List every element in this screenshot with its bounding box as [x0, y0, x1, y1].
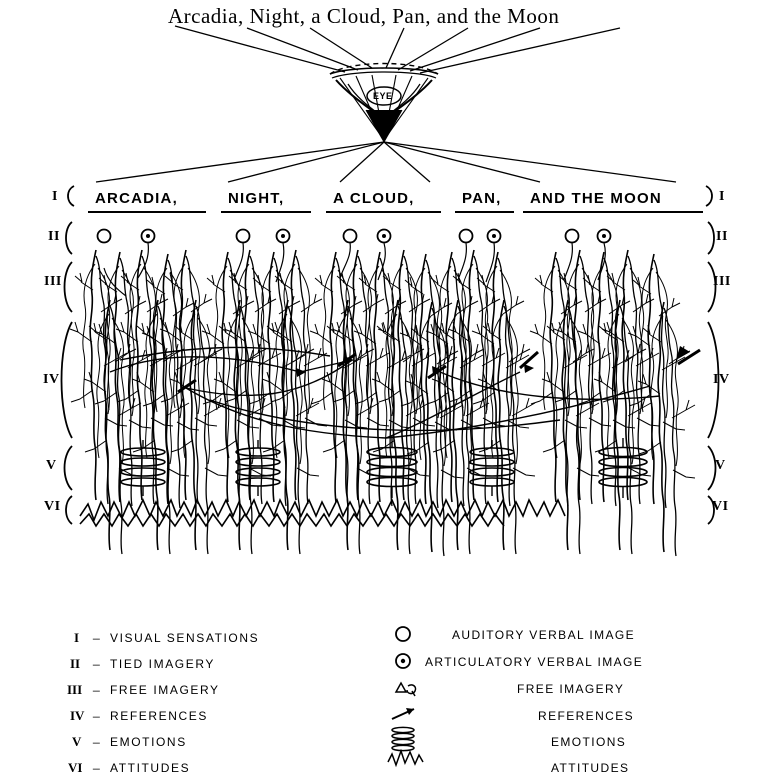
legend-right-label-auditory: AUDITORY VERBAL IMAGE: [452, 628, 636, 642]
level-right-iii: III: [713, 274, 731, 289]
eye-label: EYE: [373, 91, 393, 101]
eye-diagram: [330, 64, 438, 143]
attitude-baseline: [80, 500, 565, 526]
level-left-vi: VI: [44, 499, 61, 514]
title-leader-lines: [175, 26, 620, 73]
level-left-iv: IV: [43, 372, 60, 387]
phrase-night[interactable]: NIGHT,: [228, 190, 285, 207]
legend-right-label-attitudes: ATTITUDES: [551, 761, 630, 775]
legend-left-label-4: REFERENCES: [110, 709, 209, 723]
level-right-iv: IV: [713, 372, 730, 387]
legend-left-dash-1: _: [93, 626, 102, 640]
phrase-arcadia[interactable]: ARCADIA,: [95, 190, 178, 207]
level-left-ii: II: [48, 229, 60, 244]
legend-left-label-5: EMOTIONS: [110, 735, 187, 749]
level-right-ii: II: [716, 229, 728, 244]
figure-title: Arcadia, Night, a Cloud, Pan, and the Moon: [168, 4, 560, 28]
legend-left-numeral-3: III: [67, 682, 83, 697]
phrase-a-cloud[interactable]: A CLOUD,: [333, 190, 415, 207]
legend-left-dash-4: _: [93, 704, 102, 718]
level-left-i: I: [52, 189, 58, 204]
left-level-brackets: [62, 186, 75, 524]
neural-columns: [70, 230, 695, 557]
level-right-i: I: [719, 189, 725, 204]
arrow-icon: [392, 708, 414, 719]
circle-dot-icon: [396, 654, 410, 668]
legend-left-numeral-6: VI: [68, 760, 83, 775]
legend-left-numeral-4: IV: [70, 708, 85, 723]
legend-left-dash-2: _: [93, 652, 102, 666]
phrase-pan[interactable]: PAN,: [462, 190, 502, 207]
circle-icon: [396, 627, 410, 641]
level-right-vi: VI: [712, 499, 729, 514]
legend-right-label-references: REFERENCES: [538, 709, 635, 723]
legend-left-dash-3: _: [93, 678, 102, 692]
legend-right-label-emotions: EMOTIONS: [551, 735, 627, 749]
legend-left-numeral-1: I: [74, 630, 80, 645]
legend-left-numeral-5: V: [72, 734, 82, 749]
legend-right-label-free-imagery: FREE IMAGERY: [517, 682, 625, 696]
level-right-v: V: [715, 458, 726, 473]
legend-left-label-1: VISUAL SENSATIONS: [110, 631, 260, 645]
legend-left-dash-6: _: [93, 756, 102, 770]
legend-right-label-articulatory: ARTICULATORY VERBAL IMAGE: [425, 655, 644, 669]
projection-fan: [96, 142, 676, 182]
legend-left-dash-5: _: [93, 730, 102, 744]
legend-left-label-3: FREE IMAGERY: [110, 683, 220, 697]
phrase-and-the-moon[interactable]: AND THE MOON: [530, 190, 662, 207]
zigzag-icon: [388, 751, 423, 765]
legend-left-label-6: ATTITUDES: [110, 761, 191, 775]
legend-left-numeral-2: II: [70, 656, 81, 671]
legend-left-label-2: TIED IMAGERY: [110, 657, 215, 671]
branching-glyph-icon: [396, 683, 416, 696]
legend-icons: [388, 627, 423, 765]
level-left-iii: III: [44, 274, 62, 289]
reference-arrows: [110, 346, 700, 438]
level-left-v: V: [46, 458, 57, 473]
coil-icon: [392, 727, 414, 750]
